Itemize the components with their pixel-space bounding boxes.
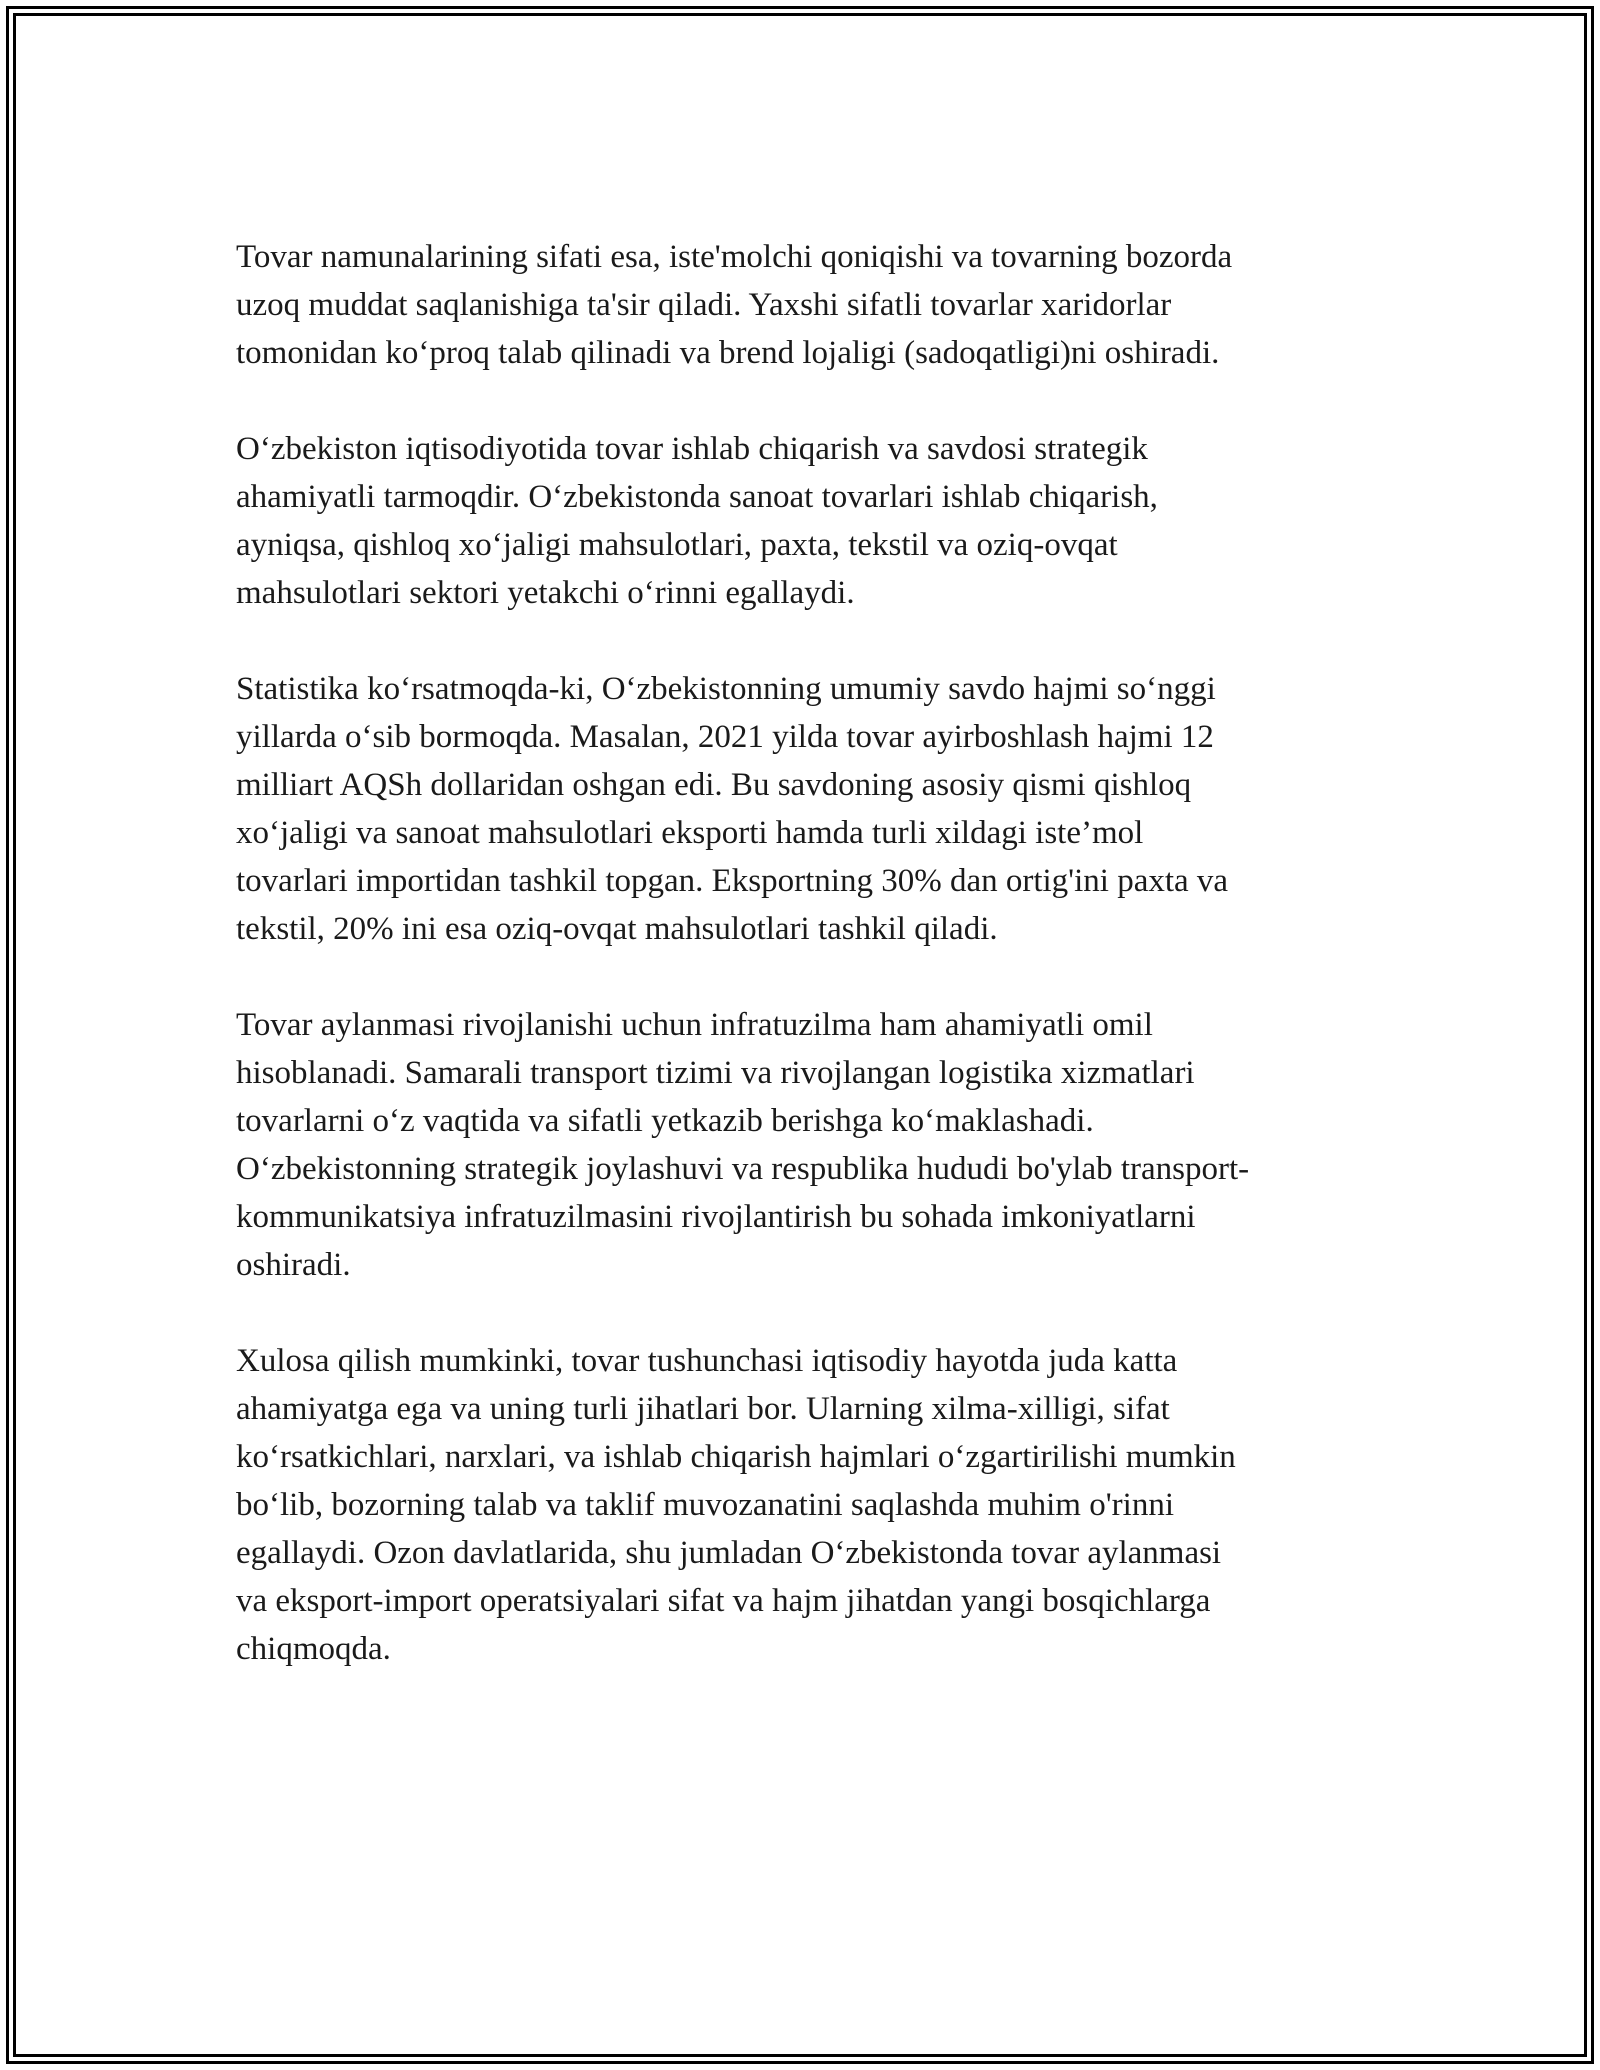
paragraph-product-quality: Tovar namunalarining sifati esa, iste'molchi qoniqishi va tovarning bozorda uzoq muddat saqlanishiga ta'sir qiladi. Yaxshi sifatli tovarlar xaridorlar tomonidan koʻproq talab qilinadi va brend lojaligi (sadoqatligi)ni oshiradi. <box>236 239 1233 371</box>
document-body <box>236 233 1376 1721</box>
paragraph-infrastructure: Tovar aylanmasi rivojlanishi uchun infratuzilma ham ahamiyatli omil hisoblanadi. Samarali transport tizimi va rivojlangan logistika xizmatlari tovarlarni oʻz vaqtida va sifatli yetkazib berishga koʻmaklashadi. Oʻzbekistonning strategik joylashuvi va respublika hududi bo'ylab transport- kommunikatsiya infratuzilmasini rivojlantirish bu sohada imkoniyatlarni oshiradi. <box>236 1007 1250 1283</box>
paragraph-uzbekistan-economy: Oʻzbekiston iqtisodiyotida tovar ishlab chiqarish va savdosi strategik ahamiyatli tarmoqdir. Oʻzbekistonda sanoat tovarlari ishlab chiqarish, ayniqsa, qishloq xoʻjaligi mahsulotlari, paxta, tekstil va oziq-ovqat mahsulotlari sektori yetakchi oʻrinni egallaydi. <box>236 431 1158 611</box>
paragraph-trade-statistics: Statistika koʻrsatmoqda-ki, Oʻzbekistonning umumiy savdo hajmi soʻnggi yillarda oʻsib bormoqda. Masalan, 2021 yilda tovar ayirboshlash hajmi 12 milliart AQSh dollaridan oshgan edi. Bu savdoning asosiy qismi qishloq xoʻjaligi va sanoat mahsulotlari eksporti hamda turli xildagi iste’mol tovarlari importidan tashkil topgan. Eksportning 30% dan ortig'ini paxta va tekstil, 20% ini esa oziq-ovqat mahsulotlari tashkil qiladi. <box>236 671 1229 947</box>
paragraph-conclusion: Xulosa qilish mumkinki, tovar tushunchasi iqtisodiy hayotda juda katta ahamiyatga ega va uning turli jihatlari bor. Ularning xilma-xilligi, sifat koʻrsatkichlari, narxlari, va ishlab chiqarish hajmlari oʻzgartirilishi mumkin boʻlib, bozorning talab va taklif muvozanatini saqlashda muhim o'rinni egallaydi. Ozon davlatlarida, shu jumladan Oʻzbekistonda tovar aylanmasi va eksport-import operatsiyalari sifat va hajm jihatdan yangi bosqichlarga chiqmoqda. <box>236 1343 1236 1667</box>
